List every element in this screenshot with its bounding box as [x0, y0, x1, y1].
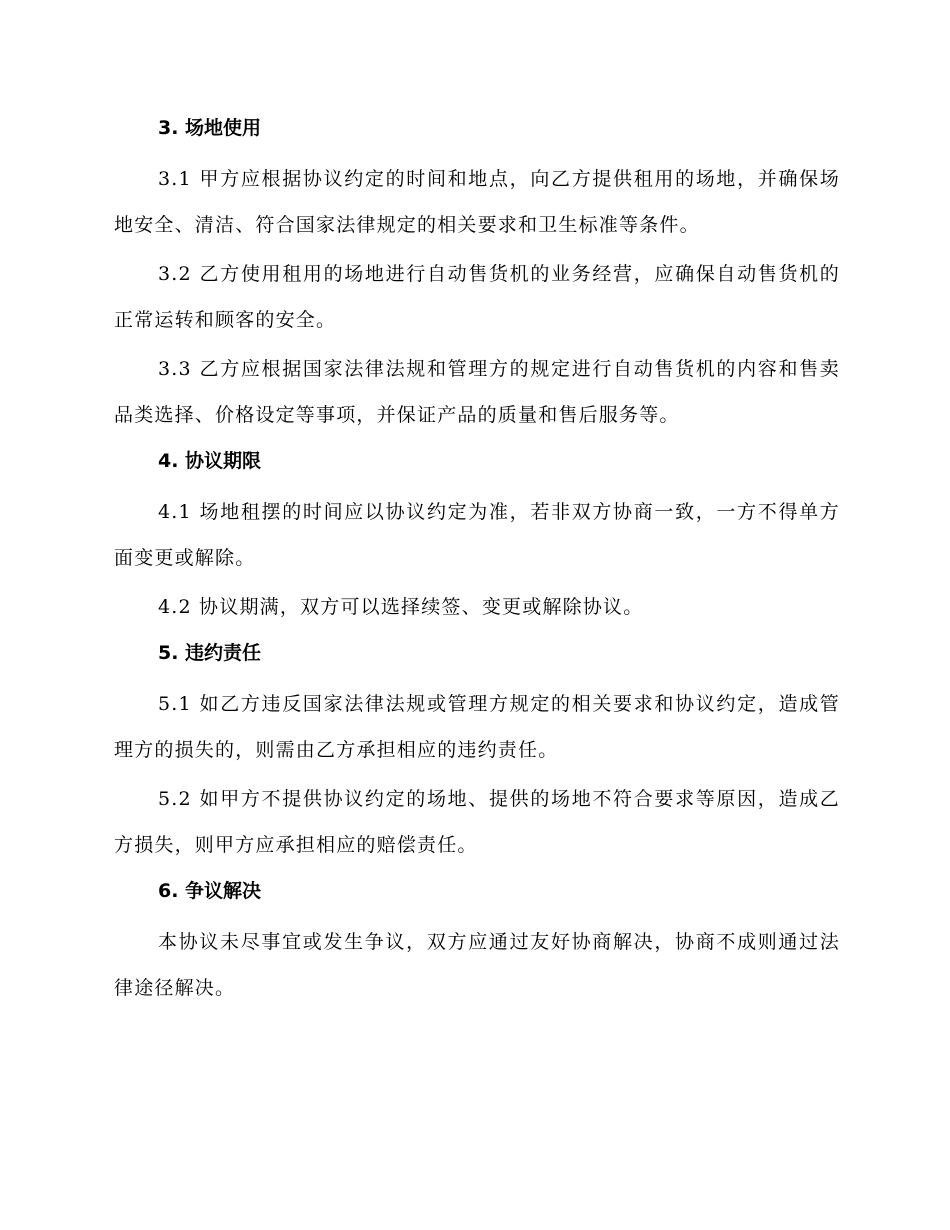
document-body — [114, 108, 840, 1011]
clause-5-2: 5.2 如甲方不提供协议约定的场地、提供的场地不符合要求等原因，造成乙方损失，则甲方应承担相应的赔偿责任。 — [114, 788, 840, 856]
section-heading-site-use: 3. 场地使用 — [158, 117, 262, 139]
clause-4-1: 4.1 场地租摆的时间应以协议约定为准，若非双方协商一致，一方不得单方面变更或解除。 — [114, 501, 840, 569]
clause-6: 本协议未尽事宜或发生争议，双方应通过友好协商解决，协商不成则通过法律途径解决。 — [114, 931, 840, 999]
clause-3-3: 3.3 乙方应根据国家法律法规和管理方的规定进行自动售货机的内容和售卖品类选择、价格设定等事项，并保证产品的质量和售后服务等。 — [114, 358, 840, 426]
clause-4-2: 4.2 协议期满，双方可以选择续签、变更或解除协议。 — [158, 596, 644, 618]
section-heading-term: 4. 协议期限 — [158, 450, 262, 472]
clause-3-1: 3.1 甲方应根据协议约定的时间和地点，向乙方提供租用的场地，并确保场地安全、清洁、符合国家法律规定的相关要求和卫生标准等条件。 — [114, 168, 840, 236]
clause-3-2: 3.2 乙方使用租用的场地进行自动售货机的业务经营，应确保自动售货机的正常运转和顾客的安全。 — [114, 263, 840, 331]
section-heading-dispute: 6. 争议解决 — [158, 880, 262, 902]
section-heading-liability: 5. 违约责任 — [158, 642, 262, 664]
clause-5-1: 5.1 如乙方违反国家法律法规或管理方规定的相关要求和协议约定，造成管理方的损失的，则需由乙方承担相应的违约责任。 — [114, 693, 840, 761]
